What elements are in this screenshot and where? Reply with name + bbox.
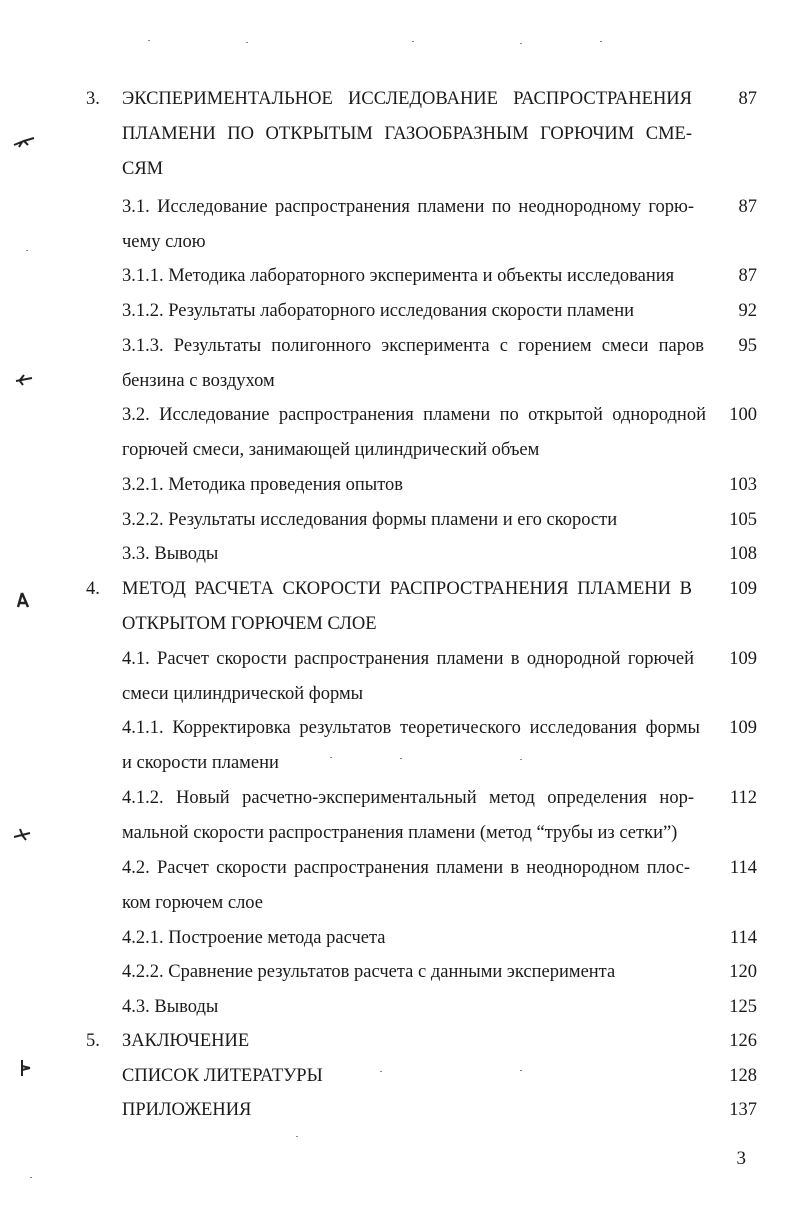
entry-text [122,294,634,329]
entry-line: 4.2. Расчет скорости распространения пламени в неоднородном плос- [122,858,690,878]
entry-page-number: 109 [729,579,757,599]
entry-page-number: 100 [729,405,757,425]
entry-text [122,1093,251,1128]
entry-line: 4.3. Выводы [122,997,219,1017]
scan-speck [26,250,28,251]
entry-line: 3.3. Выводы [122,544,219,564]
entry-line: 3.2. Исследование распространения пламени по открытой однородной [122,405,706,425]
entry-page-number: 103 [729,475,757,495]
entry-text [122,955,615,990]
scan-speck [520,1070,522,1071]
entry-line: ком горючем слое [122,893,263,913]
entry-line: 3.2.1. Методика проведения опытов [122,475,404,495]
entry-page-number: 105 [729,510,757,530]
entry-text [122,781,694,851]
entry-page-number: 137 [729,1100,757,1120]
entry-line: ОТКРЫТОМ ГОРЮЧЕМ СЛОЕ [122,614,377,634]
scan-mark-icon [10,370,38,390]
entry-line: СПИСОК ЛИТЕРАТУРЫ [122,1066,323,1086]
entry-line: чему слою [122,232,206,252]
entry-page-number: 95 [738,336,757,356]
entry-line: СЯМ [122,159,164,179]
entry-number: 4. [86,579,100,599]
entry-page-number: 125 [729,997,757,1017]
entry-line: МЕТОД РАСЧЕТА СКОРОСТИ РАСПРОСТРАНЕНИЯ ПЛАМЕНИ В [122,579,692,599]
entry-line: 4.1.2. Новый расчетно-экспериментальный метод определения нор- [122,788,694,808]
entry-line: 3.1.2. Результаты лабораторного исследования скорости пламени [122,301,634,321]
scan-mark-icon [10,133,38,153]
entry-text [122,1024,249,1059]
entry-page-number: 120 [729,962,757,982]
entry-page-number: 92 [738,301,757,321]
entry-line: ПРИЛОЖЕНИЯ [122,1100,252,1120]
entry-text [122,82,692,187]
entry-text [122,537,218,572]
entry-line: 4.2.1. Построение метода расчета [122,928,386,948]
entry-page-number: 109 [729,649,757,669]
scan-speck [520,759,522,760]
scan-speck [30,1177,32,1178]
entry-line: 3.2.2. Результаты исследования формы пламени и его скорости [122,510,618,530]
entry-page-number: 114 [729,928,757,948]
entry-number: 3. [86,89,100,109]
entry-line: 4.1. Расчет скорости распространения пламени в однородной горючей [122,649,694,669]
scan-speck [330,757,332,758]
scan-speck [600,41,602,42]
entry-line: 3.1.3. Результаты полигонного эксперимента с горением смеси паров [122,336,704,356]
page-number: 3 [736,1148,746,1169]
scan-speck [412,41,414,42]
scan-speck [148,40,150,41]
entry-line: 3.1. Исследование распространения пламени по неоднородному горю- [122,197,694,217]
entry-page-number: 108 [729,544,757,564]
entry-line: 4.1.1. Корректировка результатов теоретического исследования формы [122,718,700,738]
entry-page-number: 109 [729,718,757,738]
entry-text [122,572,692,642]
entry-line: смеси цилиндрической формы [122,684,364,704]
entry-line: бензина с воздухом [122,371,275,391]
entry-page-number: 114 [729,858,757,878]
entry-text [122,259,674,294]
scan-mark-icon [10,590,38,610]
entry-line: и скорости пламени [122,753,279,773]
scan-mark-icon [10,1058,38,1078]
entry-text [122,503,617,538]
entry-page-number: 87 [738,266,757,286]
scan-speck [380,1071,382,1072]
entry-page-number: 87 [738,89,757,109]
entry-text [122,468,403,503]
scan-speck [296,1136,298,1137]
entry-text [122,921,385,956]
entry-line: ПЛАМЕНИ ПО ОТКРЫТЫМ ГАЗООБРАЗНЫМ ГОРЮЧИМ СМЕ- [122,124,692,144]
entry-line: горючей смеси, занимающей цилиндрический объем [122,440,540,460]
entry-text [122,642,694,712]
entry-line: мальной скорости распространения пламени (метод “трубы из сетки”) [122,823,678,843]
entry-page-number: 112 [729,788,757,808]
entry-line: ЭКСПЕРИМЕНТАЛЬНОЕ ИССЛЕДОВАНИЕ РАСПРОСТРАНЕНИЯ [122,89,692,109]
entry-number: 5. [86,1031,100,1051]
entry-line: 3.1.1. Методика лабораторного эксперимента и объекты исследования [122,266,675,286]
entry-page-number: 87 [738,197,757,217]
entry-text [122,1059,323,1094]
entry-text [122,990,218,1025]
entry-line: 4.2.2. Сравнение результатов расчета с данными эксперимента [122,962,616,982]
scan-speck [520,43,522,44]
entry-text [122,711,700,781]
scan-mark-icon [10,825,38,845]
scan-speck [400,758,402,759]
entry-text [122,851,690,921]
entry-text [122,329,704,399]
entry-page-number: 128 [729,1066,757,1086]
entry-text [122,190,694,260]
scan-speck [246,42,248,43]
entry-page-number: 126 [729,1031,757,1051]
entry-text [122,398,706,468]
entry-line: ЗАКЛЮЧЕНИЕ [122,1031,250,1051]
